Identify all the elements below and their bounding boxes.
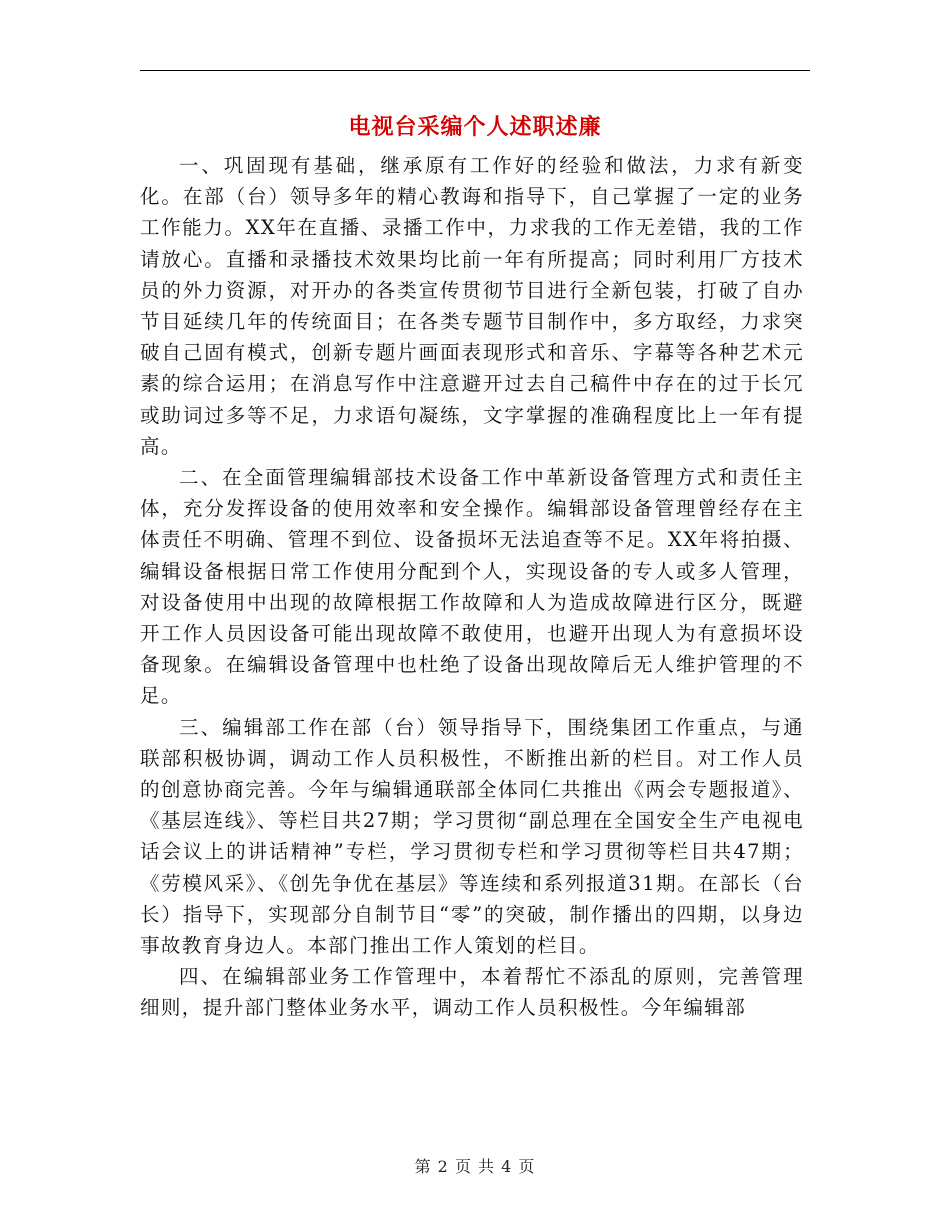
document-body (140, 150, 804, 1024)
page-number-footer: 第 2 页 共 4 页 (414, 1157, 536, 1176)
paragraph-3: 三、编辑部工作在部（台）领导指导下，围绕集团工作重点，与通联部积极协调，调动工作人员积极性，不断推出新的栏目。对工作人员的创意协商完善。今年与编辑通联部全体同仁共推出《两会专题报道》、《基层连线》、等栏目共27期；学习贯彻“副总理在全国安全生产电视电话会议上的讲话精神”专栏，学习贯彻专栏和学习贯彻等栏目共47期；《劳模风采》、《创先争优在基层》等连续和系列报道31期。在部长（台长）指导下，实现部分自制节目“零”的突破，制作播出的四期，以身边事故教育身边人。本部门推出工作人策划的栏目。 (140, 715, 804, 958)
paragraph-2: 二、在全面管理编辑部技术设备工作中革新设备管理方式和责任主体，充分发挥设备的使用效率和安全操作。编辑部设备管理曾经存在主体责任不明确、管理不到位、设备损坏无法追查等不足。XX年将拍摄、编辑设备根据日常工作使用分配到个人，实现设备的专人或多人管理，对设备使用中出现的故障根据工作故障和人为造成故障进行区分，既避开工作人员因设备可能出现故障不敢使用，也避开出现人为有意损坏设备现象。在编辑设备管理中也杜绝了设备出现故障后无人维护管理的不足。 (140, 466, 804, 708)
paragraph-4: 四、在编辑部业务工作管理中，本着帮忙不添乱的原则，完善管理细则，提升部门整体业务水平，调动工作人员积极性。今年编辑部 (140, 965, 804, 1020)
paragraph-1: 一、巩固现有基础，继承原有工作好的经验和做法，力求有新变化。在部（台）领导多年的精心教诲和指导下，自己掌握了一定的业务工作能力。XX年在直播、录播工作中，力求我的工作无差错，我的工作请放心。直播和录播技术效果均比前一年有所提高；同时利用厂方技术员的外力资源，对开办的各类宣传贯彻节目进行全新包装，打破了自办节目延续几年的传统面目；在各类专题节目制作中，多方取经，力求突破自己固有模式，创新专题片画面表现形式和音乐、字幕等各种艺术元素的综合运用；在消息写作中注意避开过去自己稿件中存在的过于长冗或助词过多等不足，力求语句凝练，文字掌握的准确程度比上一年有提高。 (140, 154, 804, 458)
header-rule (140, 70, 810, 71)
document-title: 电视台采编个人述职述廉 (348, 114, 602, 140)
